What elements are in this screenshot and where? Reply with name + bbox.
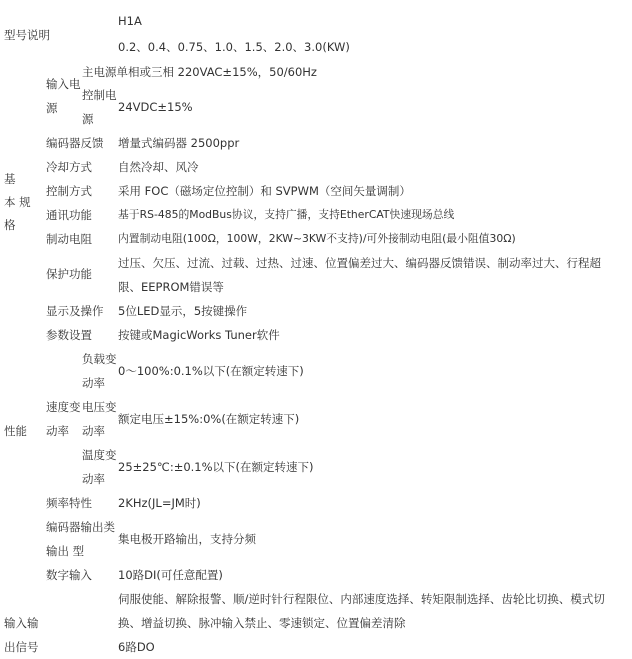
temp-change-value: 25±25℃:±0.1%以下(在额定转速下) [118,460,314,474]
spec-value-control: 采用 FOC（磁场定位控制）和 SVPWM（空间矢量调制） [118,184,411,198]
section-basic-label-3: 格 [4,218,16,232]
spec-label-cooling: 冷却方式 [46,160,92,174]
temp-change-label-2: 动率 [82,472,105,486]
input-power-label-2: 源 [46,101,58,115]
load-change-label-1: 负载变 [82,352,117,366]
section-basic-label-1: 基 [4,172,16,186]
encoder-output-label-2: 输出 型 [46,544,85,558]
control-power-label-2: 源 [82,112,94,126]
section-model-label: 型号说明 [4,28,50,42]
section-io-label-1: 输入输 [4,616,39,630]
spec-value-protect: 过压、欠压、过流、过载、过热、过速、位置偏差过大、编码器反馈错误、制动率过大、行程超限、EEPROM错误等 [118,256,601,294]
section-performance-label: 性能 [4,424,27,438]
model-powers: 0.2、0.4、0.75、1.0、1.5、2.0、3.0(KW) [118,40,350,54]
temp-change-label-1: 温度变 [82,448,117,462]
spec-value-brake: 内置制动电阻(100Ω，100W，2KW~3KW不支持)/可外接制动电阻(最小阻值30Ω) [118,232,516,245]
digital-output-value: 6路DO [118,640,155,654]
freq-value: 2KHz(JL=JM时) [118,496,201,510]
digital-input-label: 数字输入 [46,568,92,582]
speed-change-label-1: 速度变 [46,400,81,414]
spec-label-brake: 制动电阻 [46,232,92,246]
load-change-label-2: 动率 [82,376,105,390]
section-io-label-2: 出信号 [4,640,39,654]
control-power-label-1: 控制电 [82,88,117,102]
spec-label-comm: 通讯功能 [46,208,92,222]
spec-label-display: 显示及操作 [46,304,104,318]
encoder-output-value: 集电极开路输出，支持分频 [118,532,256,546]
spec-label-control: 控制方式 [46,184,92,198]
load-change-value: 0～100%:0.1%以下(在额定转速下) [118,364,304,378]
spec-value-comm: 基于RS-485的ModBus协议，支持广播，支持EtherCAT快速现场总线 [118,208,455,221]
input-power-label-1: 输入电 [46,77,81,91]
digital-input-functions: 伺服使能、解除报警、顺/逆时针行程限位、内部速度选择、转矩限制选择、齿轮比切换、模式切换、增益切换、脉冲输入禁止、零速锁定、位置偏差清除 [118,592,605,630]
spec-label-encoder: 编码器反馈 [46,136,104,150]
speed-change-label-2: 动率 [46,424,69,438]
spec-label-protect: 保护功能 [46,267,92,281]
voltage-change-label-2: 动率 [82,424,105,438]
spec-value-params: 按键或MagicWorks Tuner软件 [118,328,280,342]
spec-value-display: 5位LED显示，5按键操作 [118,304,248,318]
spec-value-cooling: 自然冷却、风冷 [118,160,199,174]
voltage-change-label-1: 电压变 [82,400,117,414]
spec-value-encoder: 增量式编码器 2500ppr [118,136,240,150]
section-basic-label-2: 本 规 [4,195,31,209]
model-name: H1A [118,14,142,28]
spec-label-params: 参数设置 [46,328,92,342]
main-power-value: 主电源单相或三相 220VAC±15%，50/60Hz [82,65,317,79]
freq-label: 频率特性 [46,496,92,510]
control-power-value: 24VDC±15% [118,100,193,114]
digital-input-value: 10路DI(可任意配置) [118,568,223,582]
encoder-output-label-1: 编码器输出类 [46,520,115,534]
voltage-change-value: 额定电压±15%:0%(在额定转速下) [118,412,300,426]
